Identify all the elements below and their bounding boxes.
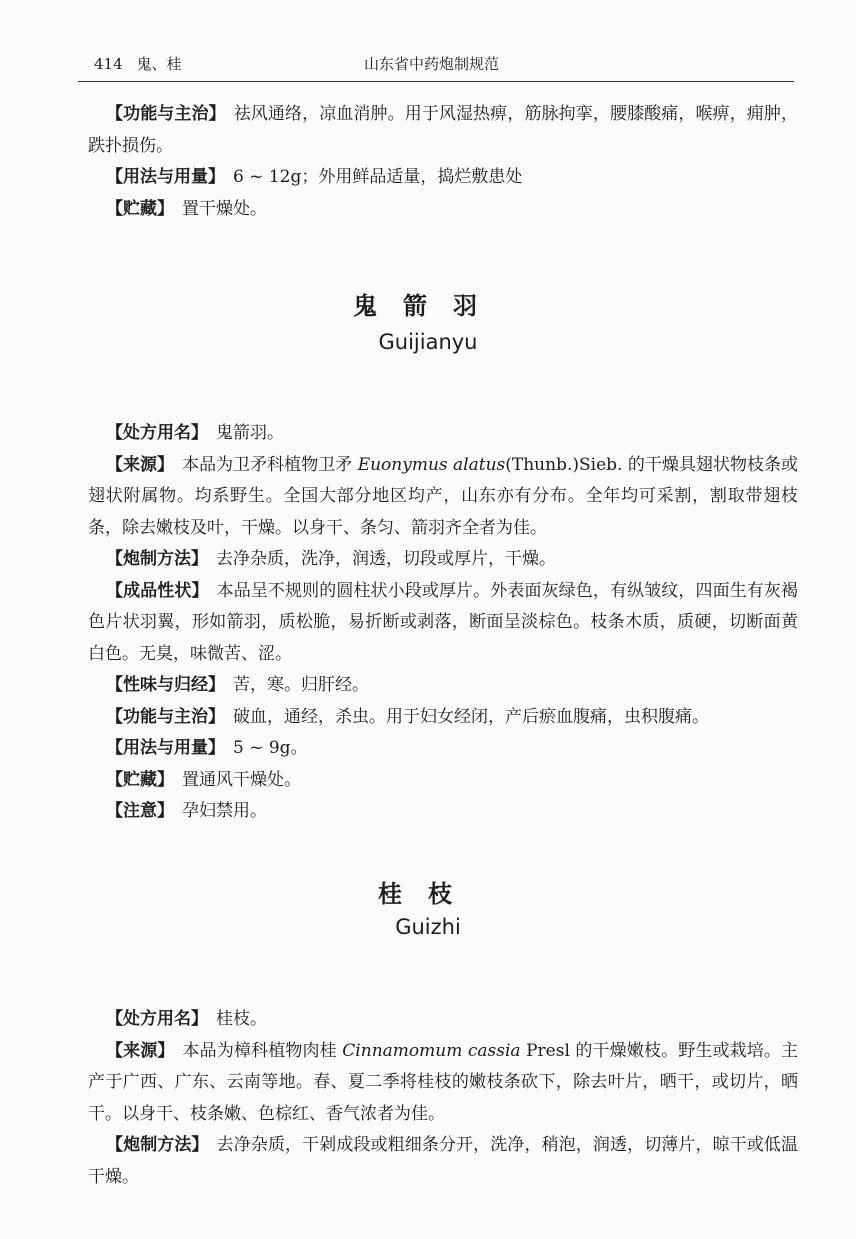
- field-text: 置干燥处。: [182, 198, 267, 219]
- field-text: 本品为卫矛科植物卫矛: [182, 454, 353, 475]
- prev-storage-paragraph: [88, 194, 798, 226]
- field-text: 本品为樟科植物肉桂: [182, 1040, 337, 1061]
- prev-function-paragraph: [88, 99, 798, 162]
- latin-name: Cinnamomum cassia: [342, 1040, 521, 1061]
- field-text: 去净杂质，洗净，润透，切段或厚片，干燥。: [216, 549, 556, 569]
- field-label: 【功能与主治】: [106, 706, 225, 727]
- section-label: 鬼、桂: [136, 55, 182, 73]
- field-label: 【注意】: [106, 801, 174, 821]
- entry-pinyin-guijianyu: Guijianyu: [378, 330, 478, 354]
- storage-paragraph: [88, 765, 798, 797]
- nature-meridian-paragraph: [88, 670, 798, 702]
- source-paragraph: [88, 1036, 798, 1131]
- entry-guizhi-body: [88, 1004, 798, 1193]
- field-text: 孕妇禁用。: [182, 801, 267, 821]
- field-text: (Thunb.)Sieb. 的干燥具翅状物枝条或翅状附属物。均系野生。全国大部分地区均产，山东亦有分布。全年均可采割，割取带翅枝条，除去嫩枝及叶，干燥。以身干、条匀、箭羽齐全者为佳。: [88, 454, 799, 538]
- function-paragraph: [88, 702, 798, 734]
- prev-entry-section: [88, 99, 798, 225]
- field-label: 【来源】: [106, 454, 175, 475]
- processing-method-paragraph: [88, 1130, 798, 1193]
- field-text: 破血，通经，杀虫。用于妇女经闭，产后瘀血腹痛，虫积腹痛。: [233, 706, 709, 727]
- field-label: 【来源】: [106, 1040, 175, 1061]
- prescription-name-paragraph: [88, 1004, 798, 1036]
- field-text: 祛风通络，凉血消肿。用于风湿热痹，筋脉拘挛，腰膝酸痛，喉痹，痈肿，跌扑损伤。: [88, 104, 798, 156]
- field-text: 苦，寒。归肝经。: [233, 675, 369, 695]
- field-label: 【成品性状】: [106, 580, 209, 601]
- field-label: 【性味与归经】: [106, 675, 225, 695]
- field-label: 【处方用名】: [106, 1009, 208, 1029]
- field-text: 去净杂质，干剁成段或粗细条分开，洗净，稍泡，润透，切薄片，晾干或低温干燥。: [88, 1135, 799, 1187]
- source-paragraph: [88, 450, 798, 545]
- field-label: 【炮制方法】: [106, 549, 208, 569]
- page-number: 414: [94, 55, 123, 73]
- latin-name: Euonymus alatus: [357, 454, 506, 475]
- book-title: 山东省中药炮制规范: [364, 55, 500, 73]
- field-label: 【处方用名】: [106, 423, 208, 443]
- processing-method-paragraph: [88, 544, 798, 576]
- caution-paragraph: [88, 796, 798, 828]
- prescription-name-paragraph: [88, 418, 798, 450]
- field-label: 【炮制方法】: [106, 1135, 209, 1155]
- product-description-paragraph: [88, 576, 798, 671]
- field-label: 【贮藏】: [106, 769, 174, 790]
- field-label: 【用法与用量】: [106, 167, 225, 187]
- page-header: [94, 53, 794, 79]
- entry-title-guijianyu: 鬼箭羽: [353, 292, 503, 320]
- field-text: 5 ~ 9g。: [233, 738, 308, 758]
- dosage-paragraph: [88, 733, 798, 765]
- field-text: 置通风干燥处。: [182, 769, 301, 790]
- entry-pinyin-guizhi: Guizhi: [395, 915, 461, 939]
- entry-guijianyu-body: [88, 418, 798, 828]
- field-label: 【贮藏】: [106, 198, 174, 219]
- field-text: 桂枝。: [216, 1009, 267, 1029]
- prev-dosage-paragraph: [88, 162, 798, 194]
- field-text: 本品呈不规则的圆柱状小段或厚片。外表面灰绿色，有纵皱纹，四面生有灰褐色片状羽翼，形如箭羽，质松脆，易折断或剥落，断面呈淡棕色。枝条木质，质硬，切断面黄白色。无臭，味微苦、涩。: [88, 580, 799, 664]
- field-text: 6 ~ 12g；外用鲜品适量，捣烂敷患处: [233, 167, 523, 187]
- header-left: [94, 53, 182, 74]
- header-rule: [78, 81, 794, 82]
- entry-title-guizhi: 桂枝: [378, 880, 478, 908]
- field-label: 【功能与主治】: [106, 104, 226, 124]
- field-text: 鬼箭羽。: [216, 423, 284, 443]
- field-text: Presl 的干燥嫩枝。野生或栽培。主产于广西、广东、云南等地。春、夏二季将桂枝的嫩枝条砍下，除去叶片，晒干，或切片，晒干。以身干、枝条嫩、色棕红、香气浓者为佳。: [88, 1040, 799, 1124]
- field-label: 【用法与用量】: [106, 738, 225, 758]
